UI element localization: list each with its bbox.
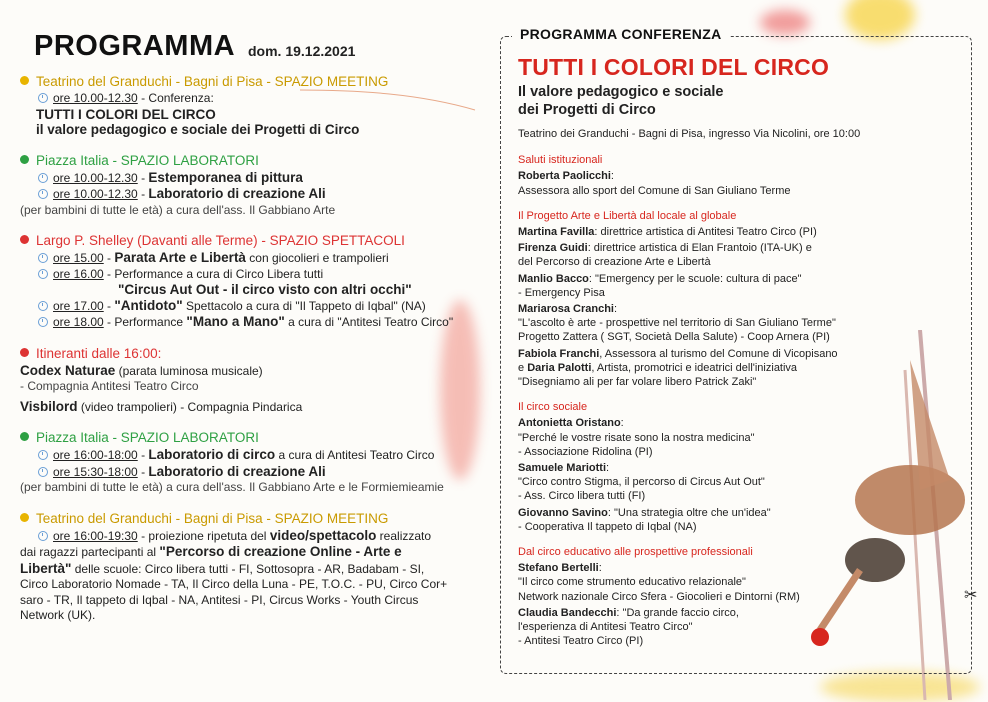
schedule-row bbox=[36, 170, 470, 187]
schedule-row bbox=[36, 314, 470, 331]
activity-name: "Percorso di creazione Online - Arte e bbox=[159, 544, 402, 559]
description-line bbox=[20, 561, 470, 578]
conference-section-heading: Il circo sociale bbox=[518, 401, 588, 414]
time-slot: ore 18.00 bbox=[53, 315, 104, 329]
clock-icon bbox=[38, 93, 48, 103]
activity-name: Laboratorio di circo bbox=[148, 447, 276, 462]
clock-icon bbox=[38, 317, 48, 327]
activity-name: Libertà" bbox=[20, 560, 72, 576]
row-text: dai ragazzi partecipanti al bbox=[20, 545, 160, 559]
conference-title: TUTTI I COLORI DEL CIRCO bbox=[36, 106, 216, 122]
activity-name: "Mano a Mano" bbox=[186, 314, 285, 329]
green-dot-icon bbox=[20, 432, 29, 441]
section-heading: Teatrino del Granduchi - Bagni di Pisa - SPAZIO MEETING bbox=[36, 510, 389, 526]
speaker-text: : direttrice artistica di Antitesi Teatro Circo (PI) bbox=[594, 226, 817, 239]
speaker-text: : direttrice artistica di Elan Frantoio (ITA-UK) e bbox=[587, 242, 812, 255]
activity-name: "Circus Aut Out - il circo visto con altri occhi" bbox=[118, 282, 412, 297]
program-list bbox=[20, 72, 470, 637]
separator: - bbox=[137, 448, 149, 462]
speaker-text: : bbox=[610, 170, 614, 183]
speaker-entry bbox=[518, 302, 918, 316]
activity-name: Visbilord bbox=[20, 398, 78, 414]
speaker-name: Manlio Bacco bbox=[518, 272, 589, 285]
speaker-text: , Artista, promotrici e ideatrici dell'iniziativa bbox=[591, 361, 798, 374]
speaker-text: : "Emergency per le scuole: cultura di pace" bbox=[588, 272, 802, 285]
section-heading: Piazza Italia - SPAZIO LABORATORI bbox=[36, 152, 259, 168]
activity-name: Estemporanea di pittura bbox=[148, 169, 303, 185]
clock-icon bbox=[38, 301, 48, 311]
speaker-entry bbox=[518, 347, 918, 361]
row-text: - Conferenza: bbox=[137, 91, 214, 105]
speaker-name: Firenza Guidi bbox=[518, 242, 588, 255]
speaker-entry bbox=[518, 416, 918, 430]
separator: - bbox=[137, 187, 149, 201]
note: (per bambini di tutte le età) a cura dell'ass. Il Gabbiano Arte bbox=[20, 202, 336, 217]
time-slot: ore 15.00 bbox=[53, 251, 104, 265]
section-heading: Piazza Italia - SPAZIO LABORATORI bbox=[36, 430, 259, 445]
speaker-text: : bbox=[606, 462, 610, 475]
speaker-entry bbox=[518, 241, 918, 255]
red-dot-icon bbox=[20, 348, 29, 357]
speaker-entry bbox=[518, 272, 918, 286]
speaker-text: , Assessora al turismo del Comune di Vicopisano bbox=[599, 347, 838, 360]
speaker-entry bbox=[518, 169, 918, 183]
speaker-name: Mariarosa Cranchi bbox=[518, 303, 614, 316]
description-line: saro - TR, Il tappeto di Iqbal - NA, Antitesi - PI, Circus Works - Youth Circus bbox=[20, 592, 419, 607]
time-slot: ore 10.00-12.30 bbox=[53, 170, 138, 185]
row-text: a cura di Antitesi Teatro Circo bbox=[275, 448, 435, 462]
time-slot: ore 10.00-12.30 bbox=[53, 91, 138, 105]
conference-subtitle: il valore pedagogico e sociale dei Progetti di Circo bbox=[36, 122, 360, 137]
speaker-text: e bbox=[518, 361, 528, 374]
conference-venue: Teatrino dei Granduchi - Bagni di Pisa, ingresso Via Nicolini, ore 10:00 bbox=[518, 128, 861, 140]
speaker-text: : "Una strategia oltre che un'idea" bbox=[607, 506, 771, 519]
speaker-text: Progetto Zattera ( SGT, Società Della Salute) - Coop Arnera (PI) bbox=[518, 331, 830, 344]
section-heading: Teatrino del Granduchi - Bagni di Pisa - SPAZIO MEETING bbox=[36, 74, 389, 89]
conference-section-heading: Il Progetto Arte e Libertà dal locale al globale bbox=[518, 209, 737, 222]
conference-tab-label: PROGRAMMA CONFERENZA bbox=[512, 26, 729, 42]
speaker-entry bbox=[518, 606, 918, 620]
program-section-meeting-morning bbox=[20, 72, 470, 138]
clock-icon bbox=[38, 450, 48, 460]
paint-splash-yellow bbox=[845, 0, 915, 40]
section-heading: Largo P. Shelley (Davanti alle Terme) - SPAZIO SPETTACOLI bbox=[36, 233, 405, 248]
row-text: delle scuole: Circo libera tutti - FI, Sottosopra - AR, Badabam - SI, bbox=[71, 561, 425, 576]
schedule-row bbox=[36, 267, 470, 283]
speaker-entry bbox=[518, 461, 918, 475]
time-slot: ore 16:00-19:30 bbox=[53, 528, 138, 543]
speaker-entry bbox=[518, 225, 918, 239]
activity-name: "Antidoto" bbox=[114, 297, 183, 313]
schedule-row bbox=[20, 363, 470, 380]
clock-icon bbox=[38, 173, 48, 183]
time-slot: ore 17.00 bbox=[53, 298, 104, 313]
speaker-text: - Emergency Pisa bbox=[518, 286, 605, 299]
yellow-dot-icon bbox=[20, 76, 29, 85]
speaker-text: - Ass. Circo libera tutti (FI) bbox=[518, 490, 646, 503]
speaker-text: : bbox=[598, 562, 602, 575]
program-section-meeting-afternoon bbox=[20, 509, 470, 624]
speaker-text: "Circo contro Stigma, il percorso di Circus Aut Out" bbox=[518, 476, 765, 489]
speaker-text: - Antitesi Teatro Circo (PI) bbox=[518, 635, 644, 648]
row-text: con giocolieri e trampolieri bbox=[245, 251, 389, 265]
time-slot: ore 10.00-12.30 bbox=[53, 187, 138, 201]
time-slot: ore 16.00 bbox=[53, 266, 104, 281]
schedule-row bbox=[36, 91, 470, 107]
clock-icon bbox=[38, 253, 48, 263]
separator: - bbox=[103, 298, 115, 313]
row-text: a cura di "Antitesi Teatro Circo" bbox=[284, 315, 454, 329]
speaker-entry bbox=[518, 361, 918, 375]
speaker-entry bbox=[518, 561, 918, 575]
speaker-name: Claudia Bandecchi bbox=[518, 606, 617, 619]
row-text: Spettacolo a cura di "Il Tappeto di Iqbal" (NA) bbox=[182, 298, 426, 313]
separator: - Performance bbox=[103, 315, 187, 329]
row-text: (parata luminosa musicale) bbox=[115, 363, 263, 378]
row-text: - proiezione ripetuta del bbox=[137, 528, 270, 543]
clock-icon bbox=[38, 189, 48, 199]
clock-icon bbox=[38, 531, 48, 541]
conference-section-heading: Saluti istituzionali bbox=[518, 154, 603, 167]
schedule-row bbox=[36, 447, 470, 464]
row-text: realizzato bbox=[376, 528, 432, 543]
program-section-itinerant bbox=[20, 344, 470, 416]
speaker-name: Samuele Mariotti bbox=[518, 462, 607, 475]
conference-subtitle-1: Il valore pedagogico e sociale bbox=[518, 84, 724, 100]
separator: - bbox=[137, 464, 149, 479]
conference-section-heading: Dal circo educativo alle prospettive professionali bbox=[518, 546, 753, 559]
speaker-text: Network nazionale Circo Sfera - Giocolieri e Dintorni (RM) bbox=[518, 590, 800, 603]
activity-name: Parata Arte e Libertà bbox=[114, 250, 246, 265]
description-line: Network (UK). bbox=[20, 608, 96, 622]
speaker-name: Fabiola Franchi bbox=[518, 347, 600, 360]
schedule-row bbox=[36, 298, 470, 315]
speaker-text: "Disegniamo ali per far volare libero Patrick Zaki" bbox=[518, 376, 757, 389]
activity-name: Laboratorio di creazione Ali bbox=[148, 186, 326, 201]
row-text: - Compagnia Antitesi Teatro Circo bbox=[20, 379, 199, 393]
paint-splash-red bbox=[760, 10, 810, 35]
description-line bbox=[20, 544, 470, 561]
speaker-name: Stefano Bertelli bbox=[518, 562, 599, 575]
schedule-row bbox=[36, 528, 470, 545]
schedule-row bbox=[36, 186, 470, 203]
activity-name: Codex Naturae bbox=[20, 362, 116, 378]
speaker-text: "Il circo come strumento educativo relazionale" bbox=[518, 576, 746, 589]
event-date: dom. 19.12.2021 bbox=[248, 43, 356, 59]
speaker-name: Antonietta Oristano bbox=[518, 417, 621, 430]
clock-icon bbox=[38, 467, 48, 477]
speaker-text: : "Da grande faccio circo, bbox=[616, 606, 739, 619]
section-heading: Itineranti dalle 16:00: bbox=[36, 345, 162, 361]
red-dot-icon bbox=[20, 235, 29, 244]
programma-title: PROGRAMMA bbox=[34, 30, 236, 62]
speaker-text: : bbox=[620, 417, 624, 430]
program-section-labs-afternoon bbox=[20, 428, 470, 496]
speaker-text: - Cooperativa Il tappeto di Iqbal (NA) bbox=[518, 520, 697, 533]
description-line: Circo Laboratorio Nomade - TA, Il Circo della Luna - PE, T.O.C. - PU, Circo Cor+ bbox=[20, 577, 448, 591]
speaker-entry bbox=[518, 506, 918, 520]
program-section-labs-morning bbox=[20, 151, 470, 219]
activity-name: Laboratorio di creazione Ali bbox=[148, 463, 326, 479]
scissors-icon: ✂ bbox=[964, 587, 978, 604]
separator: - bbox=[103, 251, 115, 265]
speaker-text: "L'ascolto è arte - prospettive nel territorio di San Giuliano Terme" bbox=[518, 317, 836, 330]
speaker-text: del Percorso di creazione Arte e Libertà bbox=[518, 256, 711, 269]
speaker-text: : bbox=[613, 303, 618, 316]
time-slot: ore 15:30-18:00 bbox=[53, 464, 138, 479]
note: (per bambini di tutte le età) a cura dell'ass. Il Gabbiano Arte e le Formiemieamie bbox=[20, 480, 444, 494]
speaker-name: Giovanno Savino bbox=[518, 506, 608, 519]
clock-icon bbox=[38, 269, 48, 279]
speaker-name: Roberta Paolicchi bbox=[518, 170, 611, 183]
speaker-text: - Associazione Ridolina (PI) bbox=[518, 445, 653, 458]
conference-title: TUTTI I COLORI DEL CIRCO bbox=[518, 54, 830, 80]
schedule-row bbox=[36, 464, 470, 481]
schedule-row bbox=[36, 250, 470, 267]
conference-program bbox=[518, 54, 918, 649]
time-slot: ore 16:00-18:00 bbox=[53, 448, 138, 462]
speaker-text: Assessora allo sport del Comune di San Giuliano Terme bbox=[518, 184, 791, 197]
row-text: (video trampolieri) - Compagnia Pindarica bbox=[77, 399, 303, 414]
green-dot-icon bbox=[20, 155, 29, 164]
speaker-name: Daria Palotti bbox=[527, 361, 592, 374]
conference-subtitle-2: dei Progetti di Circo bbox=[518, 102, 656, 118]
activity-name: video/spettacolo bbox=[269, 527, 377, 543]
speaker-text: "Perché le vostre risate sono la nostra medicina" bbox=[518, 431, 755, 444]
yellow-dot-icon bbox=[20, 513, 29, 522]
speaker-text: l'esperienza di Antitesi Teatro Circo" bbox=[518, 621, 693, 634]
speaker-name: Martina Favilla bbox=[518, 226, 595, 239]
separator: - bbox=[137, 170, 149, 185]
row-text: - Performance a cura di Circo Libera tutti bbox=[103, 266, 324, 281]
schedule-row bbox=[20, 399, 470, 416]
program-section-shows bbox=[20, 231, 470, 331]
